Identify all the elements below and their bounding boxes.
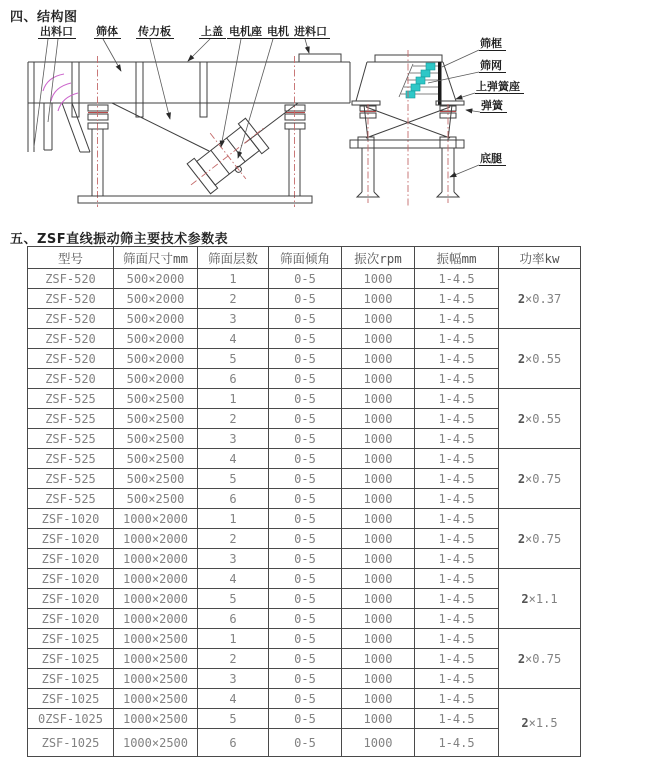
table-cell: ZSF-1020 [28,509,114,529]
table-cell: 1000 [342,469,415,489]
table-cell: 1000×2500 [114,649,198,669]
table-cell: 0-5 [269,309,342,329]
table-cell: 1000 [342,369,415,389]
table-cell: ZSF-520 [28,269,114,289]
table-cell: 6 [198,609,269,629]
table-row [28,369,581,389]
table-cell: 1000×2500 [114,709,198,729]
table-row [28,629,581,649]
table-cell: 0-5 [269,569,342,589]
table-cell: ZSF-520 [28,369,114,389]
table-cell: 1000×2000 [114,529,198,549]
table-cell: 1000 [342,689,415,709]
table-cell: ZSF-520 [28,349,114,369]
table-cell: 4 [198,569,269,589]
table-cell: 0-5 [269,469,342,489]
table-cell: ZSF-1020 [28,549,114,569]
table-cell: 0-5 [269,289,342,309]
table-cell: 0-5 [269,389,342,409]
power-cell: 2×0.37 [499,269,581,329]
table-cell: 0-5 [269,349,342,369]
table-row [28,409,581,429]
table-cell: 0-5 [269,609,342,629]
power-cell: 2×0.75 [499,629,581,689]
table-cell: ZSF-1020 [28,529,114,549]
table-row [28,729,581,757]
table-cell: 1000×2000 [114,609,198,629]
table-cell: 0-5 [269,269,342,289]
power-cell: 2×1.1 [499,569,581,629]
table-cell: 1-4.5 [415,269,499,289]
table-cell: ZSF-1025 [28,689,114,709]
column-header: 功率kw [499,247,581,269]
table-cell: 1-4.5 [415,629,499,649]
table-row [28,589,581,609]
column-header: 振幅mm [415,247,499,269]
label-motor: 电机 [267,25,289,38]
table-cell: 1000 [342,389,415,409]
table-cell: 3 [198,669,269,689]
table-cell: 0-5 [269,669,342,689]
table-cell: 1-4.5 [415,729,499,757]
table-cell: 0-5 [269,729,342,757]
table-cell: 1-4.5 [415,689,499,709]
table-cell: 1-4.5 [415,569,499,589]
table-cell: 1-4.5 [415,389,499,409]
table-cell: 0-5 [269,649,342,669]
table-cell: 0-5 [269,529,342,549]
table-cell: ZSF-520 [28,329,114,349]
table-cell: 0-5 [269,369,342,389]
table-cell: 1000×2000 [114,509,198,529]
table-cell: 4 [198,329,269,349]
table-cell: 0-5 [269,689,342,709]
table-row [28,569,581,589]
table-cell: ZSF-1025 [28,729,114,757]
table-cell: 1000 [342,329,415,349]
table-header [28,247,581,269]
power-cell: 2×0.75 [499,449,581,509]
table-cell: 2 [198,409,269,429]
table-cell: 1000×2500 [114,689,198,709]
label-screen-mesh: 筛网 [480,59,502,72]
table-row [28,329,581,349]
table-row [28,429,581,449]
table-cell: 0-5 [269,489,342,509]
table-cell: 5 [198,469,269,489]
table-cell: ZSF-1020 [28,589,114,609]
table-row [28,269,581,289]
table-cell: 1-4.5 [415,369,499,389]
table-cell: 1-4.5 [415,289,499,309]
table-cell: 4 [198,689,269,709]
table-row [28,289,581,309]
table-cell: 1000 [342,669,415,689]
table-cell: 6 [198,729,269,757]
table-cell: 1000×2500 [114,629,198,649]
table-cell: 1-4.5 [415,429,499,449]
table-row [28,549,581,569]
table-row [28,649,581,669]
table-cell: 0-5 [269,509,342,529]
table-cell: 1-4.5 [415,449,499,469]
table-cell: 1-4.5 [415,589,499,609]
table-cell: 500×2500 [114,389,198,409]
table-cell: 0-5 [269,629,342,649]
table-cell: 500×2500 [114,429,198,449]
table-cell: 0-5 [269,329,342,349]
table-cell: 6 [198,489,269,509]
table-body [28,269,581,757]
power-cell: 2×0.55 [499,329,581,389]
table-cell: 3 [198,429,269,449]
table-cell: ZSF-525 [28,409,114,429]
table-header-row [28,247,581,269]
table-cell: 1000 [342,569,415,589]
table-cell: ZSF-525 [28,429,114,449]
table-cell: 1000×2500 [114,669,198,689]
table-cell: 1000 [342,649,415,669]
table-cell: 1000 [342,269,415,289]
table-cell: 1 [198,509,269,529]
table-cell: 1000 [342,449,415,469]
structure-diagram [0,20,645,225]
table-cell: 1-4.5 [415,549,499,569]
table-cell: 0-5 [269,449,342,469]
label-screen-frame: 筛框 [480,37,502,50]
table-cell: 500×2500 [114,409,198,429]
table-cell: 0ZSF-1025 [28,709,114,729]
column-header: 筛面倾角 [269,247,342,269]
power-cell: 2×1.5 [499,689,581,757]
column-header: 筛面尺寸mm [114,247,198,269]
table-cell: 1-4.5 [415,469,499,489]
table-cell: 500×2500 [114,449,198,469]
table-cell: ZSF-525 [28,449,114,469]
table-cell: ZSF-525 [28,389,114,409]
table-cell: 1-4.5 [415,609,499,629]
label-top-cover: 上盖 [201,25,223,38]
table-cell: 1000 [342,529,415,549]
table-cell: 1000 [342,629,415,649]
table-cell: ZSF-1020 [28,609,114,629]
table-row [28,349,581,369]
table-cell: 1000×2000 [114,549,198,569]
table-cell: ZSF-1025 [28,669,114,689]
table-row [28,609,581,629]
label-spring: 弹簧 [481,99,503,112]
table-row [28,469,581,489]
table-cell: 1000 [342,349,415,369]
table-cell: 5 [198,349,269,369]
table-cell: 1000 [342,729,415,757]
label-motor-base: 电机座 [229,25,262,38]
table-cell: 500×2000 [114,369,198,389]
table-cell: 0-5 [269,549,342,569]
table-cell: 1000 [342,289,415,309]
table-row [28,309,581,329]
table-cell: 1-4.5 [415,669,499,689]
table-cell: ZSF-520 [28,309,114,329]
column-header: 筛面层数 [198,247,269,269]
table-cell: 1000×2000 [114,569,198,589]
table-cell: 0-5 [269,709,342,729]
table-cell: ZSF-1025 [28,649,114,669]
table-cell: 1000 [342,609,415,629]
table-cell: 0-5 [269,409,342,429]
table-cell: 5 [198,589,269,609]
table-cell: 1-4.5 [415,329,499,349]
table-cell: 4 [198,449,269,469]
table-cell: 500×2000 [114,309,198,329]
table-cell: 0-5 [269,589,342,609]
table-cell: 1-4.5 [415,529,499,549]
table-cell: 500×2500 [114,469,198,489]
table-cell: 1-4.5 [415,489,499,509]
table-cell: 1000 [342,549,415,569]
label-outlet: 出料口 [40,25,73,38]
table-cell: 5 [198,709,269,729]
table-cell: 1000×2000 [114,589,198,609]
table-cell: 0-5 [269,429,342,449]
table-cell: ZSF-1020 [28,569,114,589]
table-cell: 1000 [342,309,415,329]
table-cell: ZSF-1025 [28,629,114,649]
table-row [28,529,581,549]
table-row [28,689,581,709]
table-cell: 1 [198,629,269,649]
table-cell: 1 [198,269,269,289]
label-upper-spring-seat: 上弹簧座 [476,80,520,93]
power-cell: 2×0.75 [499,509,581,569]
table-cell: ZSF-525 [28,489,114,509]
table-cell: ZSF-525 [28,469,114,489]
table-cell: ZSF-520 [28,289,114,309]
section-title-structure: 四、结构图 [10,10,78,25]
table-cell: 1000 [342,589,415,609]
table-row [28,489,581,509]
table-cell: 1-4.5 [415,649,499,669]
power-cell: 2×0.55 [499,389,581,449]
table-cell: 1000 [342,429,415,449]
table-cell: 1 [198,389,269,409]
section-title-table: 五、ZSF直线振动筛主要技术参数表 [10,232,229,247]
table-row [28,669,581,689]
table-cell: 500×2000 [114,329,198,349]
table-cell: 1-4.5 [415,509,499,529]
table-cell: 1000×2500 [114,729,198,757]
label-screen-body: 筛体 [96,25,118,38]
side-view-drawing [28,24,350,208]
table-cell: 1-4.5 [415,709,499,729]
table-cell: 2 [198,529,269,549]
table-cell: 500×2000 [114,289,198,309]
table-cell: 3 [198,549,269,569]
parameters-table [27,246,581,757]
table-cell: 500×2000 [114,269,198,289]
table-row [28,449,581,469]
table-cell: 1000 [342,489,415,509]
table-row [28,389,581,409]
motor-drawing [173,104,283,208]
table-cell: 2 [198,649,269,669]
column-header: 型号 [28,247,114,269]
table-cell: 1000 [342,509,415,529]
table-row [28,709,581,729]
label-force-plate: 传力板 [138,25,171,38]
table-cell: 1-4.5 [415,349,499,369]
table-cell: 1000 [342,709,415,729]
table-cell: 1000 [342,409,415,429]
table-cell: 1-4.5 [415,309,499,329]
label-inlet: 进料口 [294,25,327,38]
table-cell: 3 [198,309,269,329]
column-header: 振次rpm [342,247,415,269]
table-row [28,509,581,529]
label-bottom-leg: 底腿 [480,152,502,165]
table-cell: 500×2000 [114,349,198,369]
table-cell: 1-4.5 [415,409,499,429]
table-cell: 2 [198,289,269,309]
end-view-drawing [350,36,524,206]
table-cell: 6 [198,369,269,389]
table-cell: 500×2500 [114,489,198,509]
